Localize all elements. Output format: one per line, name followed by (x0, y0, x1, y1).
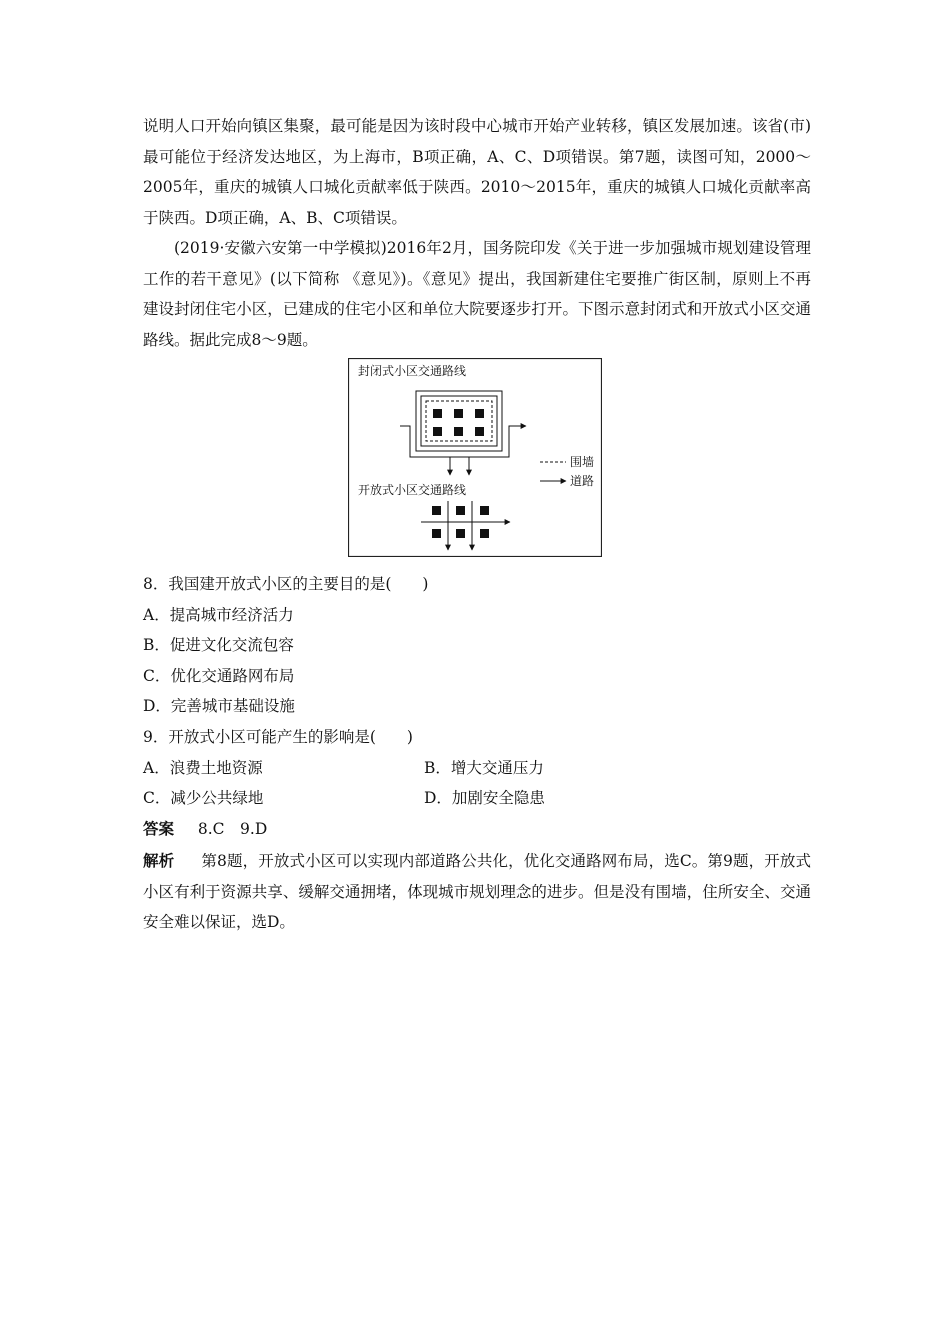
answer-label: 答案 (143, 819, 175, 838)
closed-building (433, 427, 442, 436)
legend-wall-label: 围墙 (570, 455, 595, 469)
analysis-paragraph (143, 846, 811, 938)
q8-stem: 8．我国建开放式小区的主要目的是( ) (143, 575, 429, 593)
open-building (456, 506, 465, 515)
open-building (432, 529, 441, 538)
q9-stem: 9．开放式小区可能产生的影响是( ) (143, 728, 413, 746)
q8-option-a: A．提高城市经济活力 (143, 606, 294, 624)
closed-building (454, 409, 463, 418)
analysis-label: 解析 (143, 851, 175, 870)
open-building (480, 506, 489, 515)
q8-option-d: D．完善城市基础设施 (143, 697, 295, 715)
q8-option-b: B．促进文化交流包容 (143, 636, 294, 654)
q9-option-c: C．减少公共绿地 (143, 789, 264, 807)
open-building (432, 506, 441, 515)
analysis-text: 第8题，开放式小区可以实现内部道路公共化，优化交通路网布局，选C。第9题，开放式小区有利于资源共享、缓解交通拥堵，体现城市规划理念的进步。但是没有围墙，住所安全、交通安全难以保证，选D。 (143, 852, 811, 931)
closed-building (475, 409, 484, 418)
traffic-route-figure (348, 358, 602, 557)
answer-text: 8.C 9.D (197, 820, 268, 838)
closed-title: 封闭式小区交通路线 (358, 364, 467, 378)
closed-building (475, 427, 484, 436)
q9-option-b: B．增大交通压力 (424, 759, 544, 777)
q8-option-c: C．优化交通路网布局 (143, 667, 295, 685)
open-title: 开放式小区交通路线 (358, 483, 467, 497)
intro-paragraph: 说明人口开始向镇区集聚，最可能是因为该时段中心城市开始产业转移，镇区发展加速。该省(市)最可能位于经济发达地区，为上海市，B项正确，A、C、D项错误。第7题，读图可知，2000～2005年，重庆的城镇人口城化贡献率低于陕西。2010～2015年，重庆的城镇人口城化贡献率高于陕西。D项正确，A、B、C项错误。 (143, 117, 811, 227)
closed-building (433, 409, 442, 418)
legend-road-label: 道路 (570, 474, 595, 488)
closed-building (454, 427, 463, 436)
q9-option-a: A．浪费土地资源 (143, 759, 263, 777)
open-building (480, 529, 489, 538)
q9-option-d: D．加剧安全隐患 (424, 789, 545, 807)
open-building (456, 529, 465, 538)
material-paragraph: (2019·安徽六安第一中学模拟)2016年2月，国务院印发《关于进一步加强城市规划建设管理工作的若干意见》(以下简称 《意见》)。《意见》提出，我国新建住宅要推广街区制，原则上不再建设封闭住宅小区，已建成的住宅小区和单位大院要逐步打开。下图示意封闭式和开放式小区交通路线。据此完成8～9题。 (143, 239, 811, 349)
answer-line (143, 814, 267, 844)
